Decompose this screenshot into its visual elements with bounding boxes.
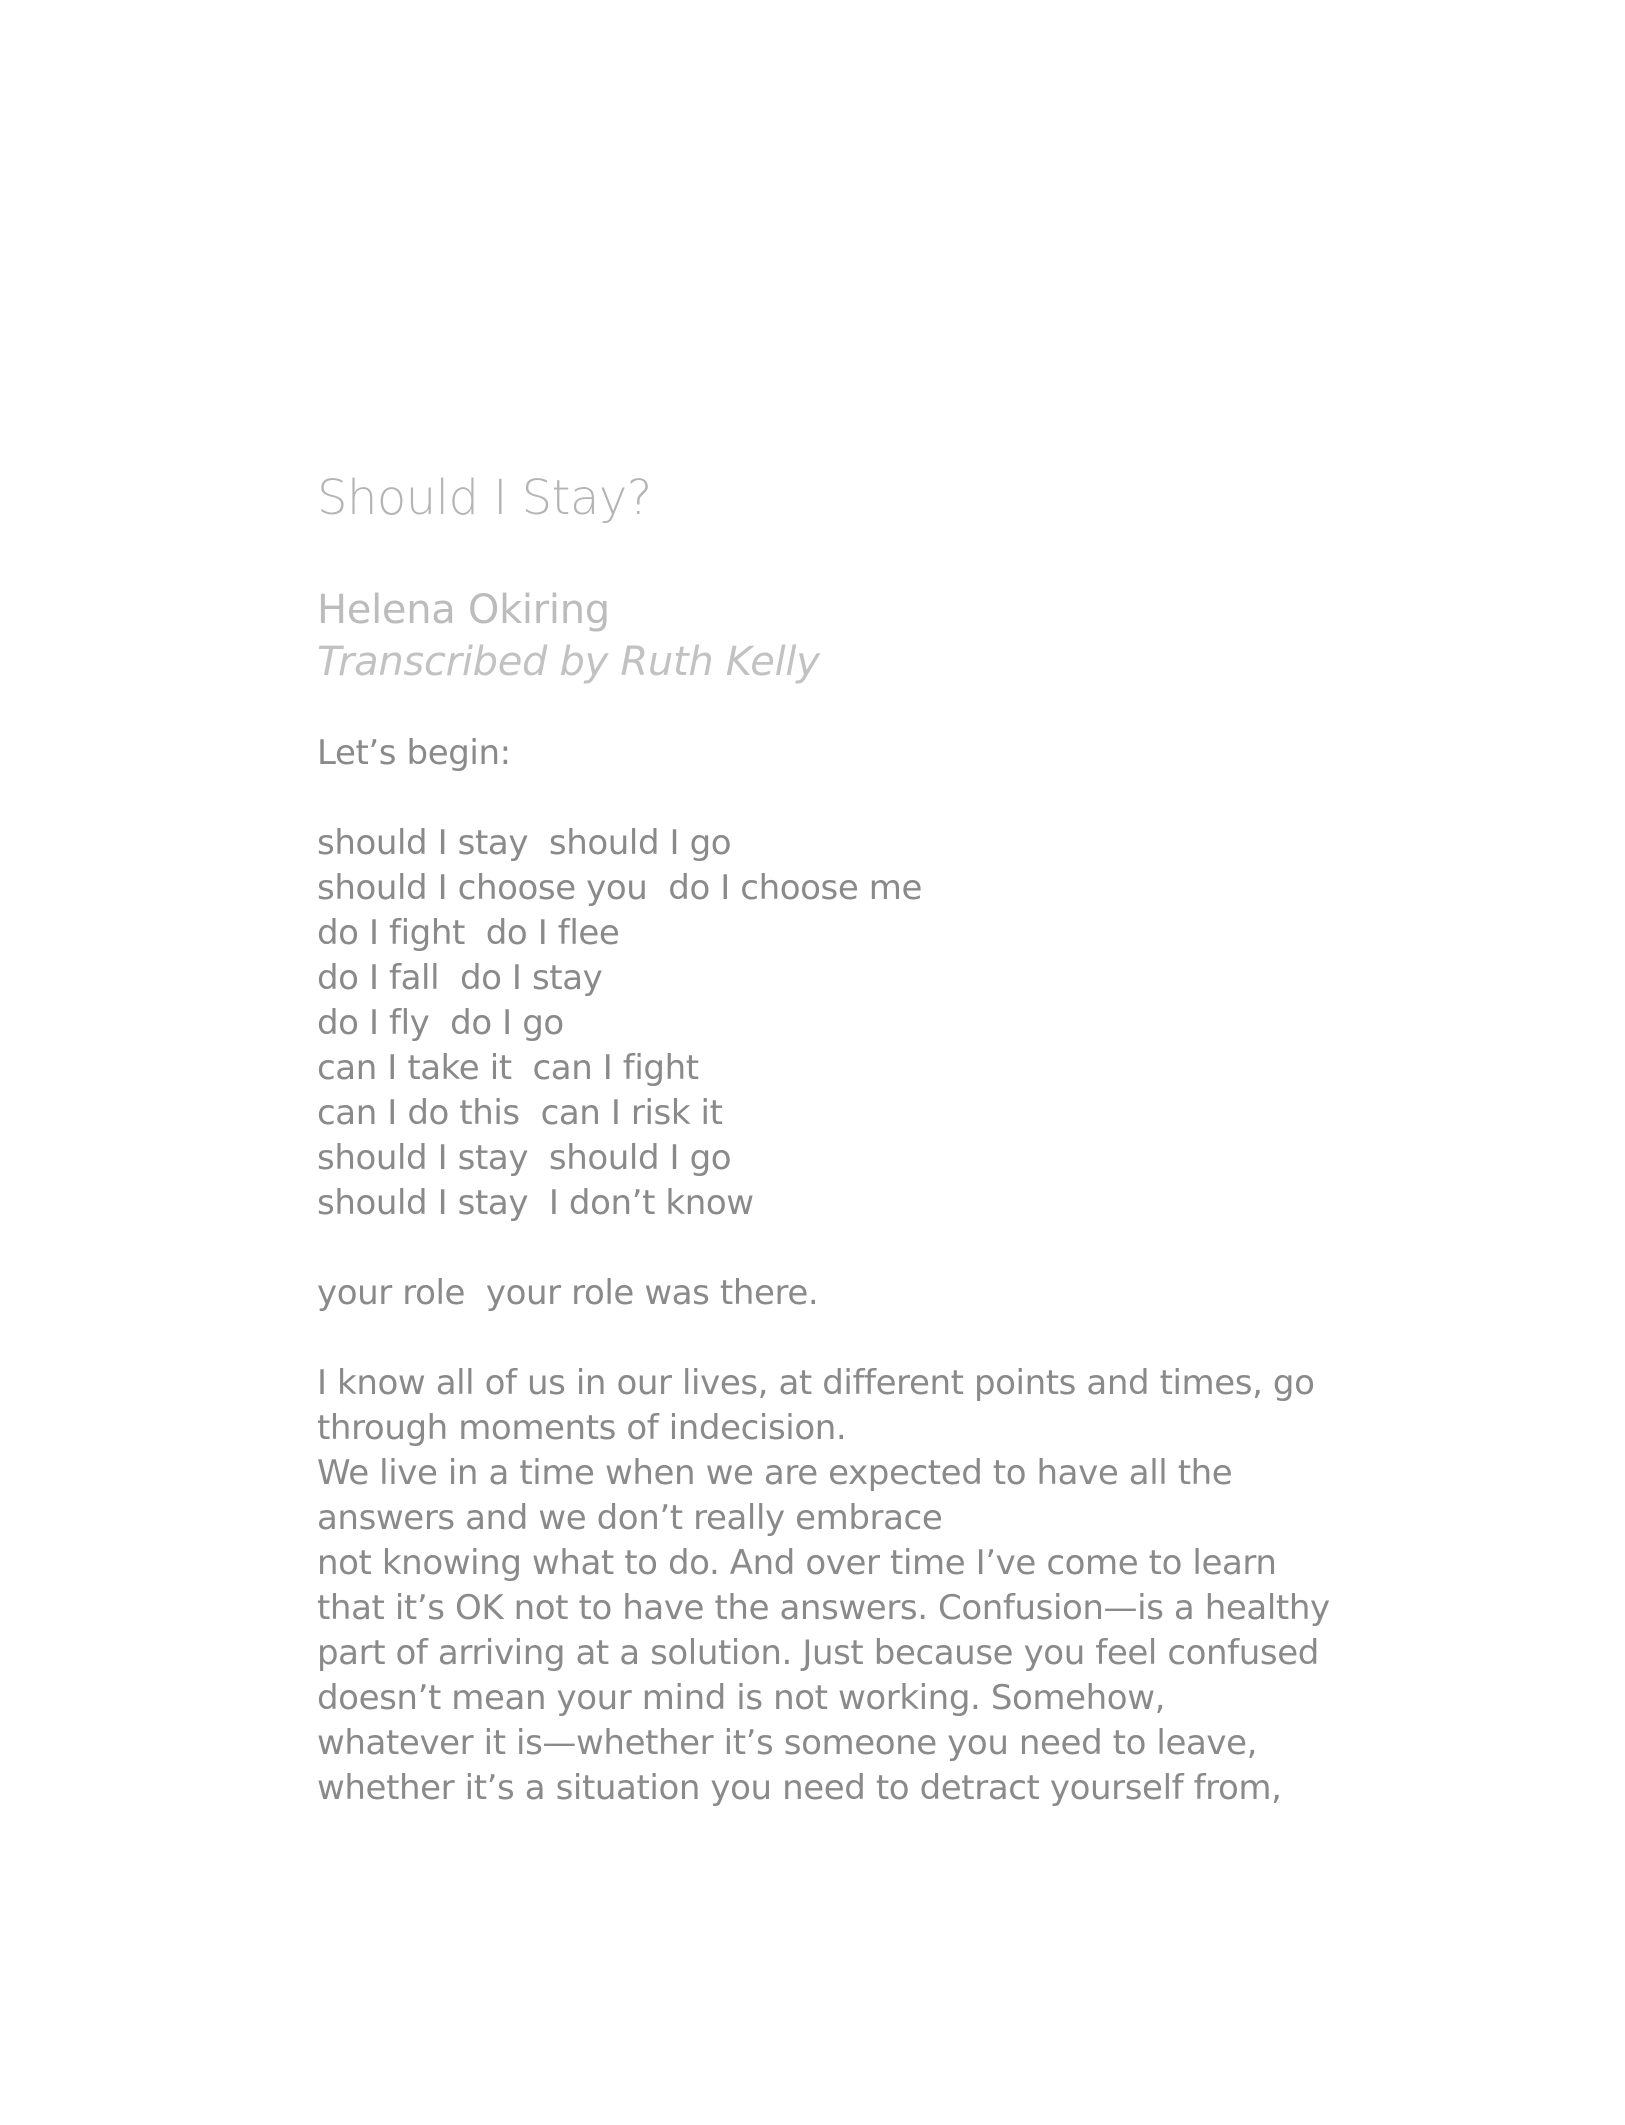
poem-title: Should I Stay? — [317, 470, 652, 526]
prose-line: doesn’t mean your mind is not working. Somehow, — [317, 1678, 1166, 1718]
prose-line: part of arriving at a solution. Just because you feel confused — [317, 1633, 1319, 1673]
document-content — [317, 468, 1337, 1811]
prose-line: whatever it is—whether it’s someone you need to leave, — [317, 1723, 1258, 1763]
verse-line: can I do this can I risk it — [317, 1093, 723, 1133]
verse-line: should I stay should I go — [317, 823, 732, 863]
prose-line: answers and we don’t really embrace — [317, 1498, 943, 1538]
prose-line: We live in a time when we are expected to have all the — [317, 1453, 1233, 1493]
verse-stanza — [317, 821, 1337, 1226]
prose-line: through moments of indecision. — [317, 1408, 847, 1448]
verse-line: should I choose you do I choose me — [317, 868, 923, 908]
verse-line: should I stay should I go — [317, 1138, 732, 1178]
transcription-credit: Transcribed by Ruth Kelly — [317, 639, 820, 685]
prose-line: whether it’s a situation you need to detract yourself from, — [317, 1768, 1282, 1808]
prose-line: I know all of us in our lives, at different points and times, go — [317, 1363, 1315, 1403]
byline — [317, 584, 1337, 688]
author-name: Helena Okiring — [317, 587, 610, 633]
second-stanza-line: your role your role was there. — [317, 1273, 819, 1313]
prose-paragraph — [317, 1361, 1337, 1811]
verse-line: can I take it can I fight — [317, 1048, 699, 1088]
intro-line: Let’s begin: — [317, 733, 511, 773]
prose-line: that it’s OK not to have the answers. Confusion—is a healthy — [317, 1588, 1330, 1628]
verse-line: should I stay I don’t know — [317, 1183, 754, 1223]
verse-line: do I fly do I go — [317, 1003, 564, 1043]
verse-line: do I fight do I flee — [317, 913, 620, 953]
prose-line: not knowing what to do. And over time I’ve come to learn — [317, 1543, 1277, 1583]
verse-line: do I fall do I stay — [317, 958, 603, 998]
